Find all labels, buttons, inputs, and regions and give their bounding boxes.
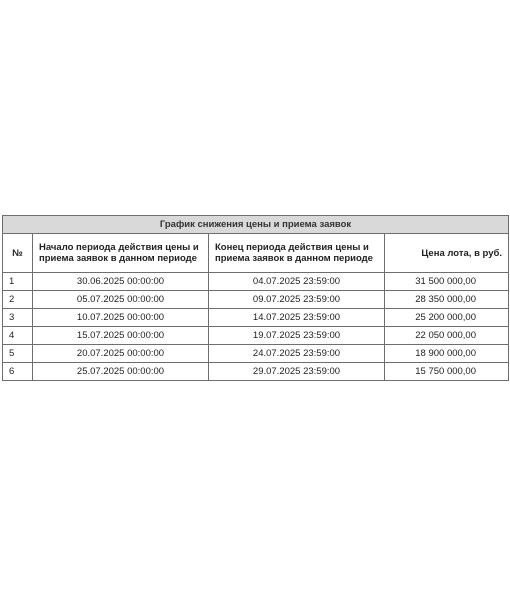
period-start-cell: 25.07.2025 00:00:00	[33, 363, 209, 381]
period-end-cell: 19.07.2025 23:59:00	[209, 327, 385, 345]
column-header-period-start: Начало периода действия цены и приема заявок в данном периоде	[33, 234, 209, 273]
table-row	[3, 273, 509, 291]
period-end-cell: 09.07.2025 23:59:00	[209, 291, 385, 309]
table-row	[3, 309, 509, 327]
period-start-cell: 10.07.2025 00:00:00	[33, 309, 209, 327]
period-end-cell: 24.07.2025 23:59:00	[209, 345, 385, 363]
lot-price-cell: 22 050 000,00	[385, 327, 509, 345]
table-header-row	[3, 234, 509, 273]
period-end-cell: 14.07.2025 23:59:00	[209, 309, 385, 327]
period-start-cell: 15.07.2025 00:00:00	[33, 327, 209, 345]
row-number: 3	[3, 309, 33, 327]
row-number: 6	[3, 363, 33, 381]
column-header-lot-price: Цена лота, в руб.	[385, 234, 509, 273]
lot-price-cell: 15 750 000,00	[385, 363, 509, 381]
table-row	[3, 345, 509, 363]
table-caption: График снижения цены и приема заявок	[3, 216, 509, 234]
lot-price-cell: 18 900 000,00	[385, 345, 509, 363]
row-number: 5	[3, 345, 33, 363]
period-end-cell: 29.07.2025 23:59:00	[209, 363, 385, 381]
table-caption-row	[3, 216, 509, 234]
row-number: 4	[3, 327, 33, 345]
column-header-number: №	[3, 234, 33, 273]
period-start-cell: 30.06.2025 00:00:00	[33, 273, 209, 291]
row-number: 2	[3, 291, 33, 309]
table-row	[3, 363, 509, 381]
lot-price-cell: 25 200 000,00	[385, 309, 509, 327]
lot-price-cell: 28 350 000,00	[385, 291, 509, 309]
period-start-cell: 20.07.2025 00:00:00	[33, 345, 209, 363]
table-row	[3, 327, 509, 345]
price-reduction-schedule-table	[2, 215, 509, 381]
period-end-cell: 04.07.2025 23:59:00	[209, 273, 385, 291]
period-start-cell: 05.07.2025 00:00:00	[33, 291, 209, 309]
lot-price-cell: 31 500 000,00	[385, 273, 509, 291]
column-header-period-end: Конец периода действия цены и приема заявок в данном периоде	[209, 234, 385, 273]
row-number: 1	[3, 273, 33, 291]
table-row	[3, 291, 509, 309]
